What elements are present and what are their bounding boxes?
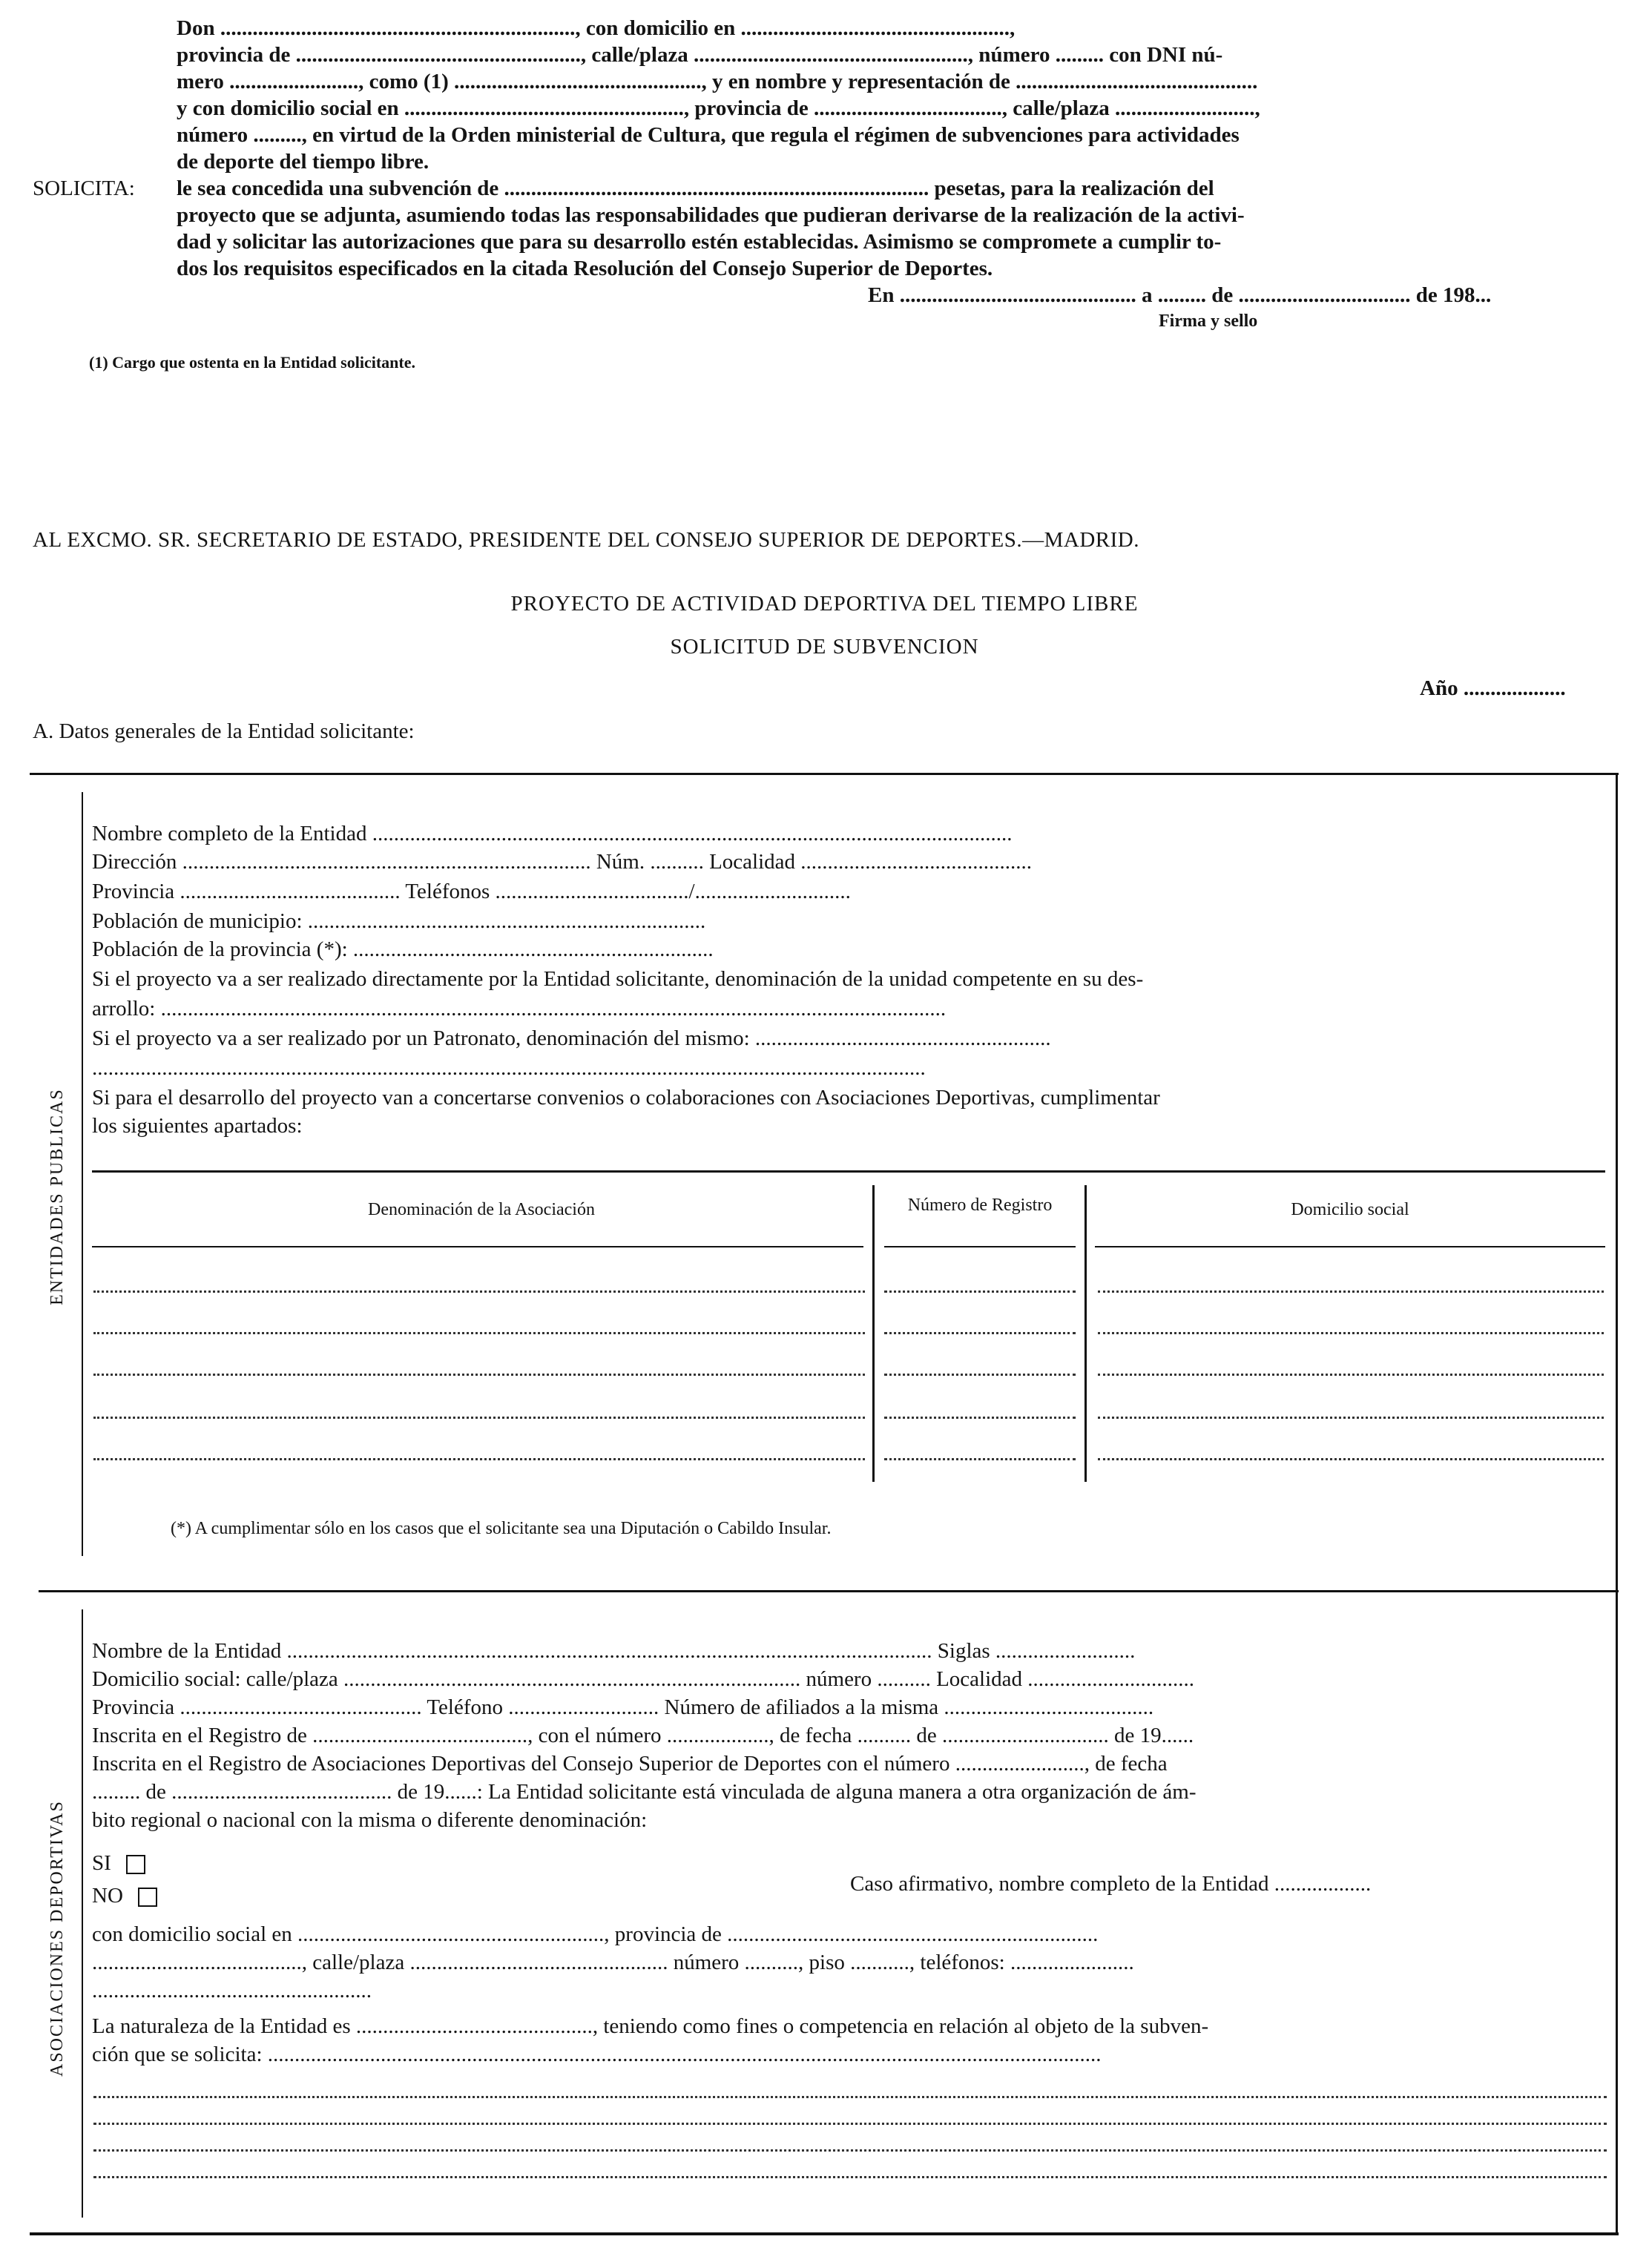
solicitud-line-2: provincia de ....................................................., calle/plaza ..................................................., número ......... con DNI nú- — [177, 43, 1223, 67]
table-cell-denominacion[interactable] — [93, 1374, 865, 1376]
convenios-text-cont: los siguientes apartados: — [92, 1114, 303, 1138]
si-label: SI — [92, 1851, 111, 1875]
table-col-divider-1 — [872, 1185, 875, 1482]
footnote-1: (1) Cargo que ostenta en la Entidad solicitante. — [89, 353, 415, 372]
unidad-competente-field[interactable]: arrollo: .................................................................................................................................................. — [92, 997, 947, 1021]
place-date-line: En ............................................ a ......... de ................................ de 198... — [868, 283, 1492, 307]
table-cell-numero[interactable] — [884, 1332, 1076, 1334]
table-cell-denominacion[interactable] — [93, 1458, 865, 1460]
convenios-text: Si para el desarrollo del proyecto van a concertarse convenios o colaboraciones con Asociaciones Deportivas, cumplimentar — [92, 1086, 1160, 1110]
provincia-telefonos-field[interactable]: Provincia ......................................... Teléfonos ..................................../............................. — [92, 880, 851, 903]
fecha-vinculada-field[interactable]: ......... de ......................................... de 19......: La Entidad solicitante está vinculada de alguna manera a otra organización de ám- — [92, 1780, 1197, 1804]
section-a-heading: A. Datos generales de la Entidad solicitante: — [33, 719, 415, 743]
solicita-label: SOLICITA: — [33, 177, 135, 200]
table-cell-numero[interactable] — [884, 1417, 1076, 1419]
provincia-telefono-field[interactable]: Provincia ............................................. Teléfono ............................ Número de afiliados a la misma ....................................... — [92, 1695, 1154, 1719]
naturaleza-field[interactable]: La naturaleza de la Entidad es ............................................, teniendo como fines o competencia en relación al objeto de la subven- — [92, 2014, 1209, 2038]
page-subtitle: SOLICITUD DE SUBVENCION — [670, 635, 979, 659]
domicilio-social-field[interactable]: Domicilio social: calle/plaza ..................................................................................... número .......... Localidad ............................... — [92, 1667, 1195, 1691]
fines-blank-line[interactable] — [93, 2149, 1607, 2152]
solicitud-line-1: Don .................................................................., con domicilio en .................................................., — [177, 16, 1016, 40]
solicitud-line-6: de deporte del tiempo libre. — [177, 150, 429, 174]
fines-blank-line[interactable] — [93, 2123, 1607, 2125]
table-col-divider-2 — [1084, 1185, 1087, 1482]
year-field: Año ................... — [1420, 676, 1566, 700]
vinculada-telefonos-cont[interactable]: .................................................... — [92, 1979, 372, 2002]
table-header-denominacion: Denominación de la Asociación — [368, 1200, 595, 1219]
fines-blank-line[interactable] — [93, 2096, 1607, 2098]
table-cell-numero[interactable] — [884, 1458, 1076, 1460]
table-cell-domicilio[interactable] — [1098, 1374, 1604, 1376]
publicas-divider — [82, 792, 83, 1556]
no-option[interactable] — [92, 1884, 157, 1908]
poblacion-provincia-field[interactable]: Población de la provincia (*): ................................................................... — [92, 937, 714, 961]
frame-right — [1616, 773, 1618, 2235]
subtitle-wrap — [0, 635, 1649, 659]
fines-field[interactable]: ción que se solicita: ........................................................................................................................................................... — [92, 2043, 1102, 2066]
table-cell-domicilio[interactable] — [1098, 1417, 1604, 1419]
inscrita-registro-field[interactable]: Inscrita en el Registro de ........................................, con el número ..................., de fecha .......... de ............................... de 19...... — [92, 1724, 1194, 1747]
poblacion-municipio-field[interactable]: Población de municipio: .......................................................................... — [92, 909, 706, 933]
table-cell-domicilio[interactable] — [1098, 1332, 1604, 1334]
table-header-rule-1 — [92, 1246, 863, 1247]
title-wrap — [0, 592, 1649, 616]
no-checkbox[interactable] — [138, 1888, 157, 1907]
solicitud-line-5: número ........., en virtud de la Orden ministerial de Cultura, que regula el régimen de subvenciones para actividades — [177, 123, 1240, 147]
table-cell-numero[interactable] — [884, 1374, 1076, 1376]
table-header-rule-2 — [884, 1246, 1076, 1247]
solicitud-line-3: mero ........................, como (1) .............................................., y en nombre y representación de ............................................. — [177, 70, 1258, 93]
page-title: PROYECTO DE ACTIVIDAD DEPORTIVA DEL TIEMPO LIBRE — [510, 592, 1139, 616]
caso-afirmativo-field[interactable]: Caso afirmativo, nombre completo de la Entidad .................. — [850, 1872, 1372, 1896]
table-cell-numero[interactable] — [884, 1290, 1076, 1293]
no-label: NO — [92, 1884, 123, 1908]
section-separator — [39, 1590, 1619, 1592]
asociaciones-divider — [82, 1609, 83, 2218]
vinculada-calle-field[interactable]: ......................................., calle/plaza ................................................ número .........., piso ..........., teléfonos: ....................... — [92, 1951, 1134, 1974]
si-option[interactable] — [92, 1851, 145, 1876]
solicita-line-3: dad y solicitar las autorizaciones que para su desarrollo estén establecidas. Asimismo se compromete a cumplir to- — [177, 230, 1222, 254]
table-cell-denominacion[interactable] — [93, 1332, 865, 1334]
side-label-asociaciones: ASOCIACIONES DEPORTIVAS — [47, 1800, 67, 2077]
nombre-entidad-field[interactable]: Nombre completo de la Entidad ....................................................................................................................... — [92, 822, 1013, 845]
solicita-line-4: dos los requisitos especificados en la citada Resolución del Consejo Superior de Deportes. — [177, 257, 993, 280]
table-cell-denominacion[interactable] — [93, 1417, 865, 1419]
patronato-field-cont[interactable]: ........................................................................................................................................................... — [92, 1056, 926, 1080]
inscrita-csd-field[interactable]: Inscrita en el Registro de Asociaciones Deportivas del Consejo Superior de Deportes con el número ........................, de fecha — [92, 1752, 1168, 1776]
footnote-diputacion: (*) A cumplimentar sólo en los casos que el solicitante sea una Diputación o Cabildo Insular. — [171, 1519, 832, 1538]
table-cell-domicilio[interactable] — [1098, 1458, 1604, 1460]
frame-top — [30, 773, 1619, 775]
nombre-siglas-field[interactable]: Nombre de la Entidad ........................................................................................................................ Siglas .......................... — [92, 1639, 1136, 1663]
side-label-publicas: ENTIDADES PUBLICAS — [47, 1088, 67, 1305]
firma-label: Firma y sello — [1159, 311, 1258, 331]
table-cell-domicilio[interactable] — [1098, 1290, 1604, 1293]
patronato-field[interactable]: Si el proyecto va a ser realizado por un Patronato, denominación del mismo: ....................................................... — [92, 1026, 1051, 1050]
fines-blank-line[interactable] — [93, 2176, 1607, 2178]
solicita-line-1: le sea concedida una subvención de ............................................................................... pesetas, para la realización del — [177, 177, 1214, 200]
vinculada-domicilio-field[interactable]: con domicilio social en ........................................................., provincia de ..................................................................... — [92, 1922, 1099, 1946]
direccion-field[interactable]: Dirección ............................................................................ Núm. .......... Localidad ........................................... — [92, 850, 1033, 874]
table-header-numero: Número de Registro — [907, 1196, 1053, 1215]
table-header-domicilio: Domicilio social — [1291, 1200, 1409, 1219]
si-checkbox[interactable] — [126, 1855, 145, 1874]
solicitud-line-4: y con domicilio social en ...................................................., provincia de ..................................., calle/plaza .........................., — [177, 96, 1260, 120]
ambito-text: bito regional o nacional con la misma o diferente denominación: — [92, 1808, 648, 1832]
table-header-rule-3 — [1095, 1246, 1605, 1247]
unidad-competente-text: Si el proyecto va a ser realizado directamente por la Entidad solicitante, denominación de la unidad competente en su des- — [92, 967, 1144, 991]
addressee: AL EXCMO. SR. SECRETARIO DE ESTADO, PRESIDENTE DEL CONSEJO SUPERIOR DE DEPORTES.—MADRID. — [33, 528, 1139, 552]
table-cell-denominacion[interactable] — [93, 1290, 865, 1293]
frame-bottom — [30, 2232, 1619, 2235]
table-top-rule — [92, 1170, 1605, 1173]
solicita-line-2: proyecto que se adjunta, asumiendo todas las responsabilidades que pudieran derivarse de la realización de la activi- — [177, 203, 1245, 227]
